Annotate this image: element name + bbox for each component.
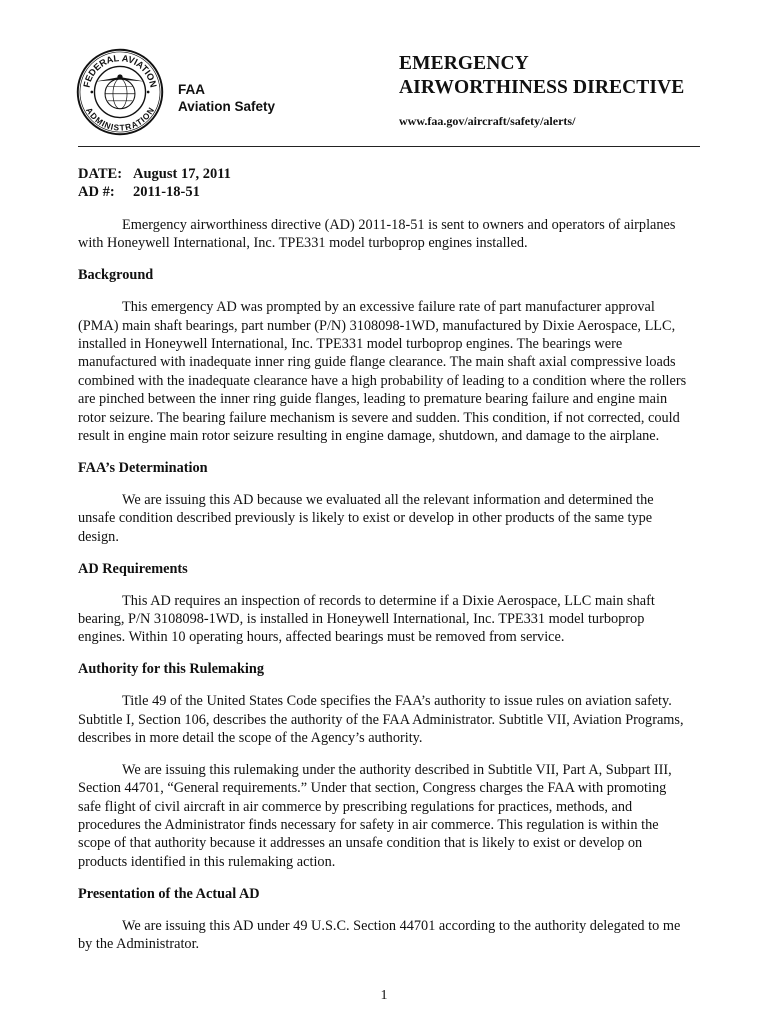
agency-name — [178, 81, 275, 115]
agency-line-2: Aviation Safety — [178, 99, 276, 114]
seal-outer-text: FEDERAL AVIATION — [81, 53, 159, 89]
presentation-paragraph: We are issuing this AD under 49 U.S.C. Section 44701 according to the authority delegated to me by the Administrator. — [78, 917, 681, 953]
date-value: August 17, 2011 — [133, 166, 231, 182]
document-header — [0, 0, 768, 150]
document-body — [78, 216, 692, 967]
authority-paragraph-2: We are issuing this rulemaking under the authority described in Subtitle VII, Part A, Subpart III, Section 44701, “General requirements.” Under that section, Congress charges the FAA with promoting safe flight of civil aircraft in air commerce by prescribing regulations for practices, methods, and procedures the Administrator finds necessary for safety in air commerce. This regulation is within the scope of that authority because it addresses an unsafe condition that is likely to exist or develop on products identified in this rulemaking action. — [78, 761, 672, 870]
determination-paragraph: We are issuing this AD because we evaluated all the relevant information and determined the unsafe condition described previously is likely to exist or develop in other products of the same type design. — [78, 491, 654, 545]
document-title — [399, 52, 684, 100]
ad-number-label: AD #: — [78, 184, 115, 200]
alerts-url[interactable]: www.faa.gov/aircraft/safety/alerts/ — [399, 114, 576, 128]
title-line-1: EMERGENCY — [399, 53, 529, 74]
ad-number-value: 2011-18-51 — [133, 184, 200, 200]
svg-text:ADMINISTRATION — [84, 106, 157, 133]
background-paragraph: This emergency AD was prompted by an excessive failure rate of part manufacturer approval (PMA) main shaft bearings, part number (P/N) 3108098-1WD, manufactured by Dixie Aerospace, LLC, installed in Honeywell International, Inc. TPE331 model turboprop engines. The bearings were manufactured with inadequate inner ring guide flange clearance. The main shaft axial compressive loads combined with the inadequate clearance have a high probability of leading to a condition where the rollers are pinched between the inner ring guide flanges, leading to premature bearing failure and engine main rotor seizure. The bearing failure mechanism is severe and sudden. This condition, if not corrected, could result in engine main rotor seizure resulting in engine damage, shutdown, and damage to the airplane. — [78, 299, 687, 445]
determination-heading: FAA’s Determination — [78, 459, 208, 476]
intro-paragraph: Emergency airworthiness directive (AD) 2011-18-51 is sent to owners and operators of airplanes with Honeywell International, Inc. TPE331 model turboprop engines installed. — [78, 217, 676, 252]
title-line-2: AIRWORTHINESS DIRECTIVE — [399, 77, 685, 98]
authority-heading: Authority for this Rulemaking — [78, 661, 265, 678]
requirements-paragraph: This AD requires an inspection of records to determine if a Dixie Aerospace, LLC main shaft bearing, P/N 3108098-1WD, is installed in Honeywell International, Inc. TPE331 model turboprop engines. Within 10 operating hours, affected bearings must be removed from service. — [78, 592, 655, 646]
seal-inner-text: ADMINISTRATION — [83, 105, 157, 134]
ad-metadata — [78, 165, 231, 201]
date-label: DATE: — [78, 166, 123, 182]
page-number: 1 — [380, 988, 388, 1003]
authority-paragraph-1: Title 49 of the United States Code specifies the FAA’s authority to issue rules on aviation safety. Subtitle I, Section 106, describes the authority of the FAA Administrator. Subtitle VII, Aviation Programs, describes in more detail the scope of the Agency’s authority. — [78, 693, 684, 746]
background-heading: Background — [78, 267, 154, 284]
presentation-heading: Presentation of the Actual AD — [78, 885, 260, 902]
requirements-heading: AD Requirements — [78, 560, 188, 577]
header-divider — [78, 146, 700, 147]
faa-seal-logo — [76, 48, 164, 136]
agency-line-1: FAA — [178, 82, 205, 97]
